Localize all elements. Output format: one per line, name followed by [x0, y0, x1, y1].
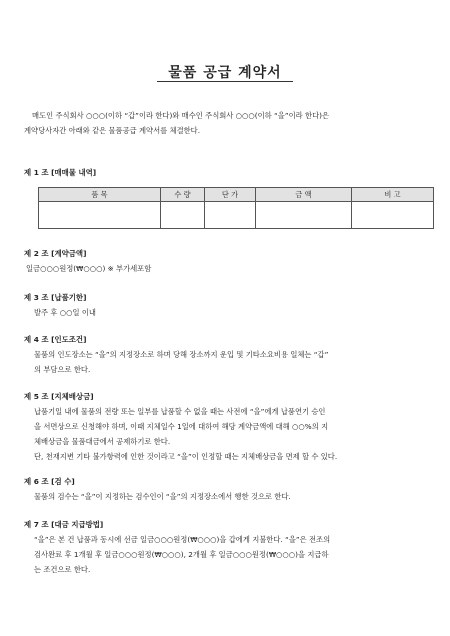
article-line: 단, 천재지변 기타 불가항력에 인한 것이라고 “을”이 인정할 때는 지체배상금을 면제 할 수 있다.: [34, 452, 338, 461]
title-underline: [157, 81, 293, 82]
header-remarks: 비 고: [352, 188, 434, 202]
article-5-body: [34, 404, 432, 464]
intro-line: 계약당사자간 아래와 같은 물품공급 계약서를 체결한다.: [24, 126, 201, 135]
article-line: 의 부담으로 한다.: [34, 365, 91, 374]
article-3-body: [34, 305, 432, 320]
header-unit-price: 단 가: [205, 188, 256, 202]
article-line: 을 서면상으로 신청해야 하며, 이때 지체일수 1일에 대하여 해당 계약금액에 대해 ○○%의 지: [34, 422, 329, 431]
article-1-heading: 제 1 조 [매매물 내역]: [24, 168, 97, 177]
table-cell: [205, 202, 256, 229]
article-line: 물품의 검수는 “을”이 지정하는 검수인이 “을”의 지정장소에서 행한 것으로 한다.: [34, 492, 291, 501]
article-7-heading: 제 7 조 [대금 지급방법]: [24, 520, 104, 529]
article-3-heading: 제 3 조 [납품기한]: [24, 293, 87, 302]
article-line: 발주 후 ○○일 이내: [34, 308, 96, 317]
table-cell: [161, 202, 205, 229]
article-line: 검사완료 후 1개월 후 일금○○○원정(₩○○○), 2개월 후 일금○○○원정(₩○○○)을 지급하: [34, 550, 329, 559]
table-cell: [352, 202, 434, 229]
header-amount: 금 액: [256, 188, 352, 202]
intro-paragraph: [24, 108, 432, 138]
table-row: [39, 202, 434, 229]
article-2-heading: 제 2 조 [계약금액]: [24, 249, 87, 258]
table-cell: [256, 202, 352, 229]
header-item: 품 목: [39, 188, 161, 202]
article-line: 체배상금을 물품대금에서 공제하기로 한다.: [34, 437, 171, 446]
article-line: “을”은 본 건 납품과 동시에 선금 일금○○○원정(₩○○○)을 갑에게 지불한다. “을”은 전조의: [34, 535, 331, 544]
article-4-heading: 제 4 조 [인도조건]: [24, 335, 87, 344]
document-title: 물품 공급 계약서: [168, 65, 282, 81]
item-table-header-row: [39, 188, 434, 202]
table-cell: [39, 202, 161, 229]
article-line: 물품의 인도장소는 “을”의 지정장소로 하며 당해 장소까지 운입 및 기타소요비용 일체는 “갑”: [34, 350, 329, 359]
header-quantity: 수 량: [161, 188, 205, 202]
item-table: [38, 187, 434, 229]
article-6-heading: 제 6 조 [검 수]: [24, 477, 75, 486]
article-5-heading: 제 5 조 [지체배상금]: [24, 392, 94, 401]
article-4-body: [34, 347, 432, 377]
article-6-body: [34, 489, 432, 504]
article-line: 납품기일 내에 물품의 전량 또는 일부를 납품할 수 없을 때는 사전에 “을”에게 납품연기 승인: [34, 407, 326, 416]
article-7-body: [34, 532, 432, 577]
article-2-body: [26, 261, 424, 276]
article-line: 일금○○○원정(₩○○○) ※ 부가세포함: [26, 264, 152, 273]
article-line: 는 조건으로 한다.: [34, 565, 91, 574]
intro-line: 매도인 주식회사 ○○○(이하 “갑”이라 한다)와 매수인 주식회사 ○○○(이하 “을”이라 한다)은: [32, 111, 330, 120]
